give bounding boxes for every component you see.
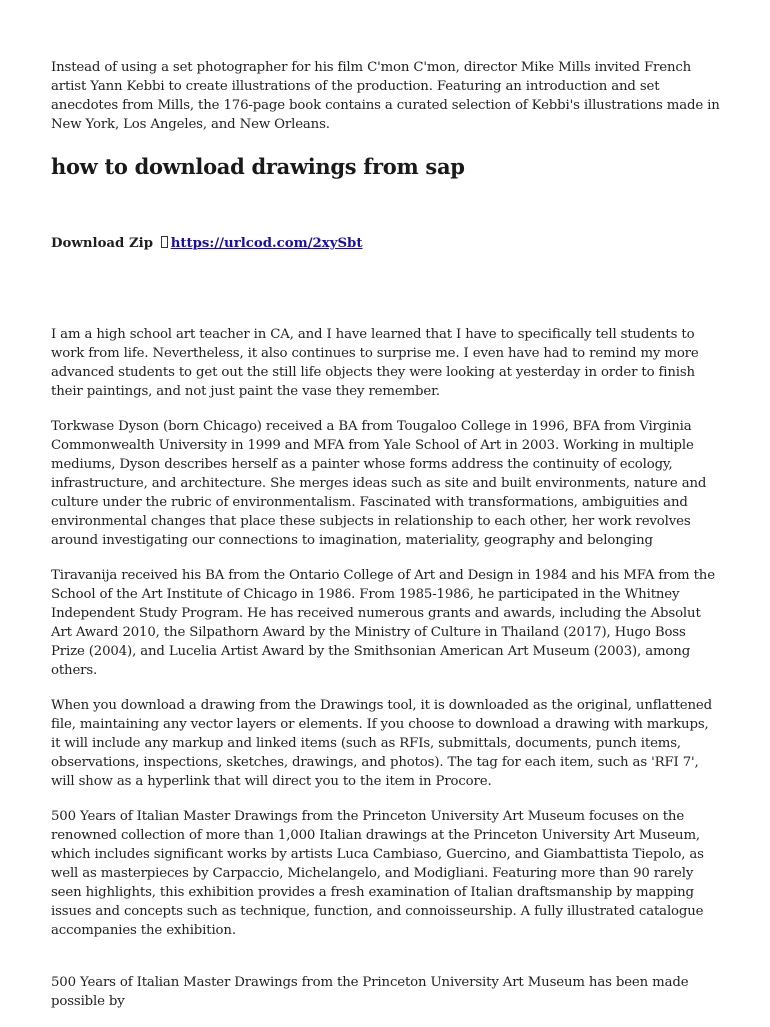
download-label: Download Zip <box>51 236 154 251</box>
article <box>51 58 721 1027</box>
page-title: how to download drawings from sap <box>51 154 465 179</box>
body-paragraph: 500 Years of Italian Master Drawings from the Princeton University Art Museum has been made possible by <box>51 975 689 1009</box>
body-paragraph: Tiravanija received his BA from the Ontario College of Art and Design in 1984 and his MFA from the School of the Art Institute of Chicago in 1986. From 1985-1986, he participated in the Whitney Independent Study Program. He has received numerous grants and awards, including the Absolut Art Award 2010, the Silpathorn Award by the Ministry of Culture in Thailand (2017), Hugo Boss Prize (2004), and Lucelia Artist Award by the Smithsonian American Art Museum (2003), among others. <box>51 568 715 678</box>
body-paragraph: When you download a drawing from the Drawings tool, it is downloaded as the original, unflattened file, maintaining any vector layers or elements. If you choose to download a drawing with markups, it will include any markup and linked items (such as RFIs, submittals, documents, punch items, observations, inspections, sketches, drawings, and photos). The tag for each item, such as 'RFI 7', will show as a hyperlink that will direct you to the item in Procore. <box>51 698 712 789</box>
article-body <box>51 325 721 1011</box>
intro-paragraph: Instead of using a set photographer for his film C'mon C'mon, director Mike Mills invited French artist Yann Kebbi to create illustrations of the production. Featuring an introduction and set anecdotes from Mills, the 176-page book contains a curated selection of Kebbi's illustrations made in New York, Los Angeles, and New Orleans. <box>51 60 720 132</box>
body-paragraph: Torkwase Dyson (born Chicago) received a BA from Tougaloo College in 1996, BFA from Virginia Commonwealth University in 1999 and MFA from Yale School of Art in 2003. Working in multiple mediums, Dyson describes herself as a painter whose forms address the continuity of ecology, infrastructure, and architecture. She merges ideas such as site and built environments, nature and culture under the rubric of environmentalism. Fascinated with transformations, ambiguities and environmental changes that place these subjects in relationship to each other, her work revolves around investigating our connections to imagination, materiality, geography and belonging <box>51 419 707 548</box>
body-paragraph: I am a high school art teacher in CA, and I have learned that I have to specifically tell students to work from life. Nevertheless, it also continues to surprise me. I even have had to remind my more advanced students to get out the still life objects they were looking at yesterday in order to finish their paintings, and not just paint the vase they remember. <box>51 327 699 399</box>
download-link[interactable]: https://urlcod.com/2xySbt <box>170 236 363 251</box>
body-paragraph: 500 Years of Italian Master Drawings from the Princeton University Art Museum focuses on the renowned collection of more than 1,000 Italian drawings at the Princeton University Art Museum, which includes significant works by artists Luca Cambiaso, Guercino, and Giambattista Tiepolo, as well as masterpieces by Carpaccio, Michelangelo, and Modigliani. Featuring more than 90 rarely seen highlights, this exhibition provides a fresh examination of Italian draftsmanship by mapping issues and concepts such as technique, function, and connoisseurship. A fully illustrated catalogue accompanies the exhibition. <box>51 809 704 938</box>
download-line <box>51 234 721 253</box>
placeholder-glyph-icon <box>161 236 168 248</box>
